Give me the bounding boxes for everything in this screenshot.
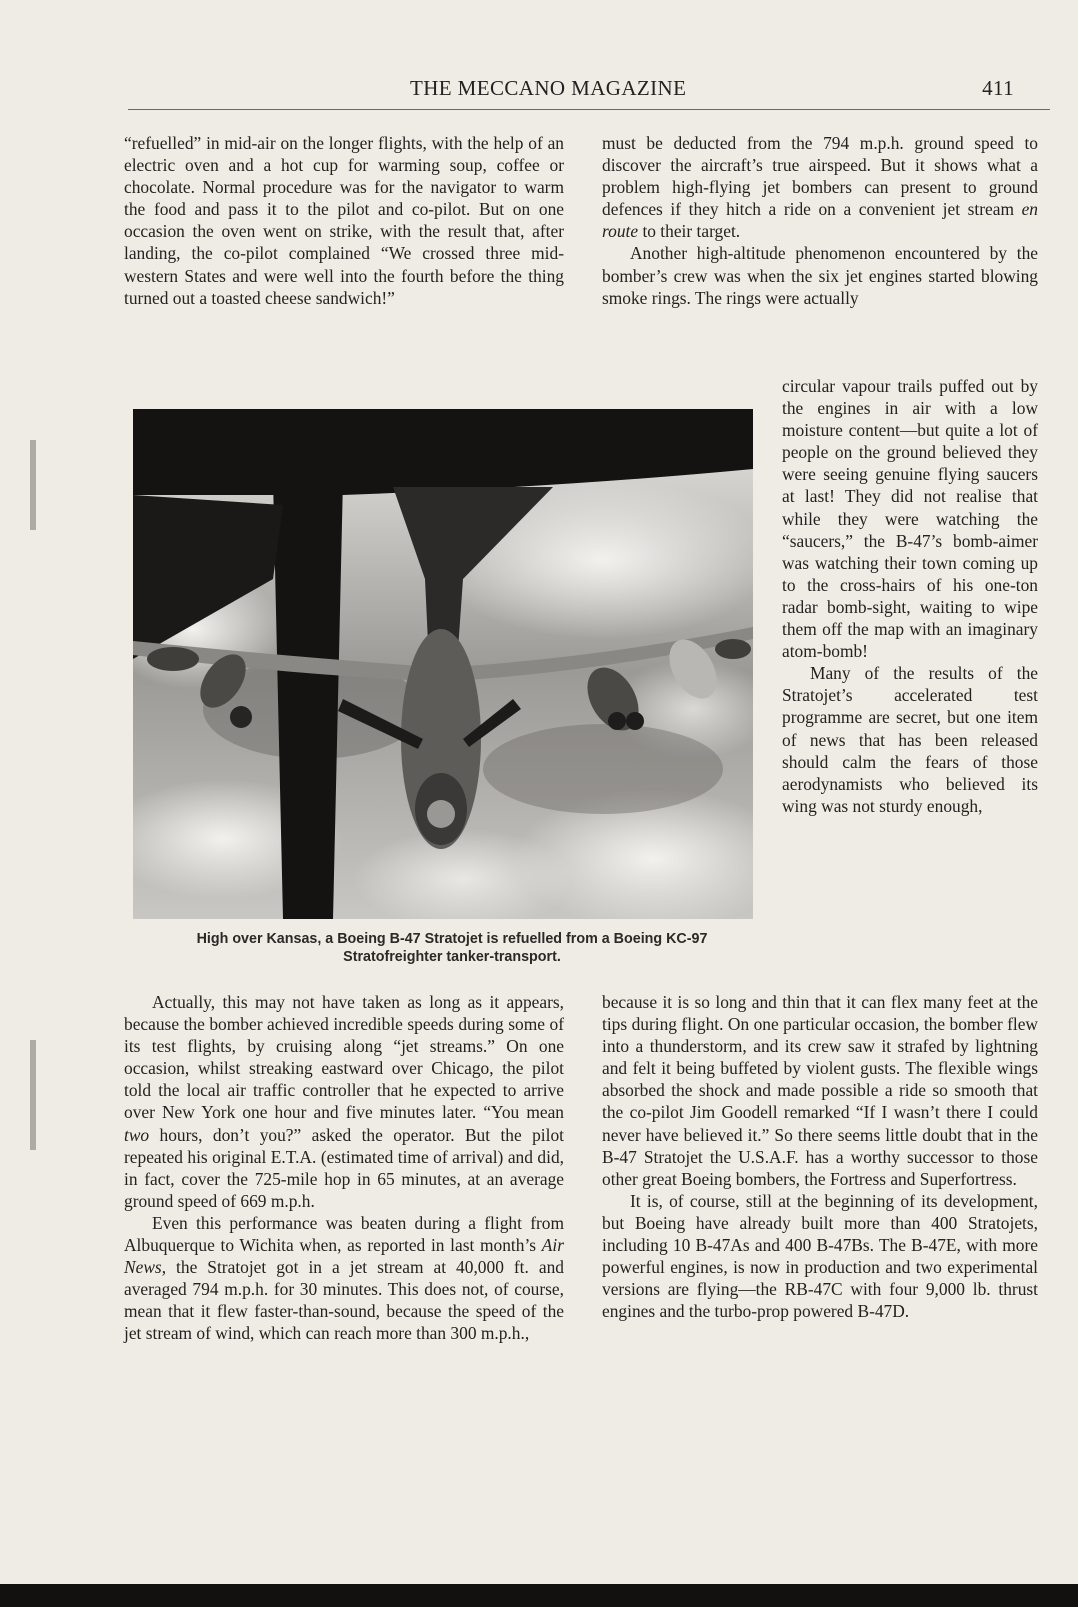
paragraph: It is, of course, still at the beginning of its development, but Boeing have already built more than 400 Stratojets, including 10 B-47As and 400 B-47Bs. The B-47E, with more powerful engines, is now in production and two experimental versions are flying—the RB-47C with four 9,000 lb. thrust engines and the turbo-prop powered B-47D. [602, 1190, 1038, 1322]
right-column-narrow [782, 375, 1038, 817]
left-column-bottom [124, 991, 564, 1345]
aircraft-refuelling-image [133, 409, 753, 919]
header-rule [128, 109, 1050, 110]
paragraph: because it is so long and thin that it can flex many feet at the tips during flight. On one particular occasion, the bomber flew into a thunderstorm, and its crew saw it strafed by lightning and felt it being buffeted by violent gusts. The flexible wings absorbed the shock and made possible a ride so smooth that the co-pilot Jim Goodell remarked “If I wasn’t there I could never have believed it.” So there seems little doubt that in the B-47 Stratojet the U.S.A.F. has a worthy successor to those other great Boeing bombers, the Fortress and Superfortress. [602, 992, 1038, 1189]
right-column-top [602, 132, 1038, 309]
binding-mark [30, 440, 36, 530]
italic-word: two [124, 1124, 150, 1145]
left-column-top [124, 132, 564, 309]
paragraph: circular vapour trails puffed out by the engines in air with a low moisture content—but quite a lot of people on the ground believed they were seeing genuine flying saucers at last! They did not realise that while they were watching the “saucers,” the B-47’s bomb-aimer was watching their town coming up to the cross-hairs of his one-ton radar bomb-sight, waiting to wipe them off the map with an imaginary atom-bomb! [782, 376, 1038, 662]
scan-border [0, 1584, 1078, 1607]
magazine-title: THE MECCANO MAGAZINE [410, 76, 687, 100]
photo-caption [124, 930, 780, 966]
paragraph: Even this performance was beaten during a flight from Albuquerque to Wichita when, as reported in last month’s Air News, the Stratojet got in a jet stream at 40,000 ft. and averaged 794 m.p.h. for 30 minutes. This does not, of course, mean that it flew faster-than-sound, because the speed of the jet stream of wind, which can reach more than 300 m.p.h., [124, 1212, 564, 1344]
refuelling-photo [133, 409, 753, 919]
caption-line: Stratofreighter tanker-transport. [343, 949, 561, 965]
paragraph: Actually, this may not have taken as long as it appears, because the bomber achieved incredible speeds during some of its test flights, by cruising along “jet streams.” On one occasion, whilst streaking eastward over Chicago, the pilot told the local air traffic controller that he expected to arrive over New York one hour and five minutes later. “You mean two hours, don’t you?” asked the operator. But the pilot repeated his original E.T.A. (estimated time of arrival) and did, in fact, cover the 725-mile hop in 65 minutes, at an average ground speed of 669 m.p.h. [124, 992, 564, 1211]
italic-phrase: en route [602, 199, 1038, 242]
binding-mark [30, 1040, 36, 1150]
paragraph: must be deducted from the 794 m.p.h. ground speed to discover the aircraft’s true airspeed. But it shows what a problem high-flying jet bombers can present to ground defences if they hitch a ride on a convenient jet stream en route to their target. [602, 133, 1038, 242]
running-header [130, 76, 1050, 108]
italic-title: Air News [124, 1235, 564, 1278]
right-column-bottom [602, 991, 1038, 1322]
page-number: 411 [982, 76, 1014, 100]
paragraph: “refuelled” in mid-air on the longer flights, with the help of an electric oven and a hot cup for warming soup, coffee or chocolate. Normal procedure was for the navigator to warm the food and pass it to the pilot and co-pilot. But on one occasion the oven went on strike, with the result that, after landing, the co-pilot complained “We crossed three mid-western States and were well into the fourth before the thing turned out a toasted cheese sandwich!” [124, 133, 564, 308]
caption-line: High over Kansas, a Boeing B-47 Stratojet is refuelled from a Boeing KC-97 [196, 931, 708, 947]
paragraph: Many of the results of the Stratojet’s accelerated test programme are secret, but one item of news that has been released should calm the fears of those aerodynamists who believed its wing was not sturdy enough, [782, 663, 1038, 816]
paragraph: Another high-altitude phenomenon encountered by the bomber’s crew was when the six jet engines started blowing smoke rings. The rings were actually [602, 243, 1038, 308]
